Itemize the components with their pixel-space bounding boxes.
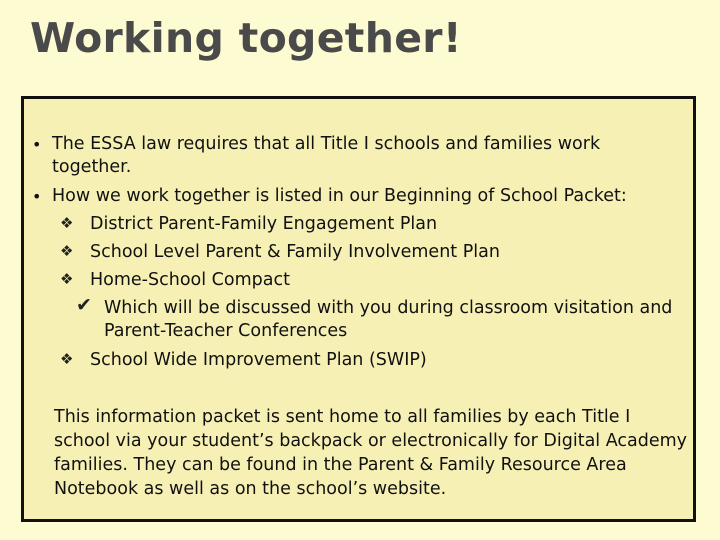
diamond-bullet-icon: ❖ <box>60 270 74 288</box>
bullet-icon: • <box>32 135 42 154</box>
diamond-bullet-icon: ❖ <box>60 242 74 260</box>
check-item-line-1: Which will be discussed with you during classroom visitation and <box>104 298 673 318</box>
diamond-bullet-icon: ❖ <box>60 350 74 368</box>
subitem-district-plan: District Parent-Family Engagement Plan <box>90 214 438 234</box>
bullet-1-line-2: together. <box>52 157 132 177</box>
bullet-icon: • <box>32 187 42 206</box>
check-item-line-2: Parent-Teacher Conferences <box>104 321 348 341</box>
subitem-swip: School Wide Improvement Plan (SWIP) <box>90 350 427 370</box>
diamond-bullet-icon: ❖ <box>60 214 74 232</box>
bullet-1-line-1: The ESSA law requires that all Title I schools and families work <box>52 134 601 154</box>
checkmark-icon: ✔ <box>76 294 92 316</box>
subitem-home-school-compact: Home-School Compact <box>90 270 290 290</box>
slide-title: Working together! <box>30 14 462 62</box>
subitem-school-plan: School Level Parent & Family Involvement Plan <box>90 242 500 262</box>
content-box <box>21 96 696 522</box>
info-paragraph: This information packet is sent home to all families by each Title I school via your student’s backpack or electronically for Digital Academy families. They can be found in the Parent & Family Resource Area Notebook as well as on the school’s website. <box>54 407 687 499</box>
bullet-2-text: How we work together is listed in our Beginning of School Packet: <box>52 186 627 206</box>
